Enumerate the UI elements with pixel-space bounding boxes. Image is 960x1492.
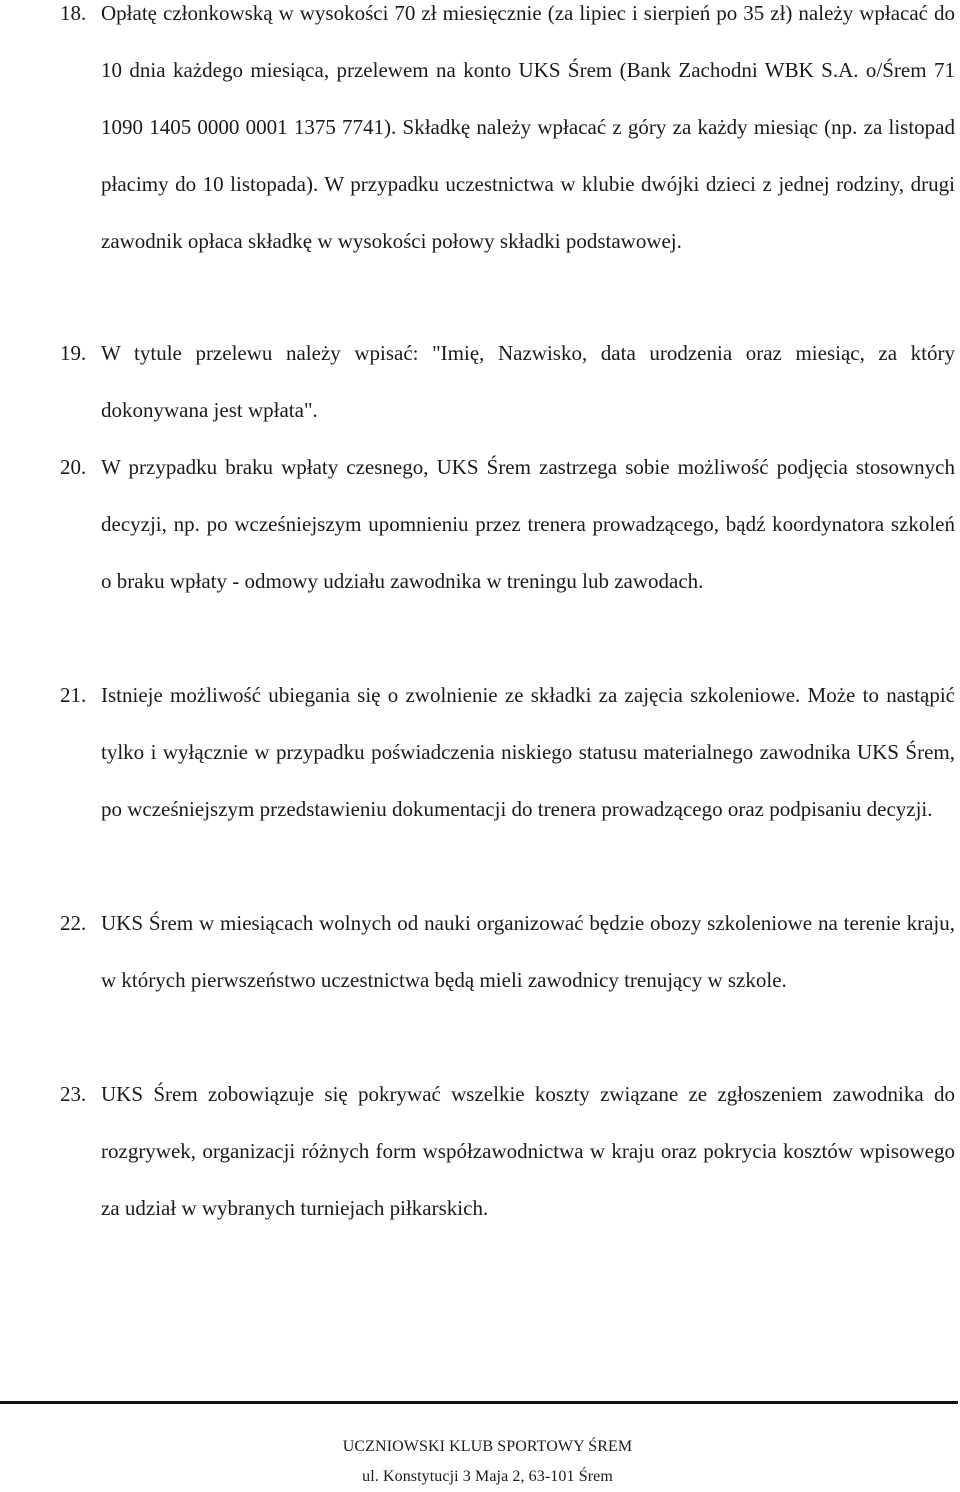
item-text: Opłatę członkowską w wysokości 70 zł miesięcznie (za lipiec i sierpień po 35 zł) należy wpłacać do 10 dnia każdego miesiąca, przelewem na konto UKS Śrem (Bank Zachodni WBK S.A. o/Śrem 71 1090 1405 0000 0001 1375 7741). Składkę należy wpłacać z góry za każdy miesiąc (np. za listopad płacimy do 10 listopada). W przypadku uczestnictwa w klubie dwójki dzieci z jednej rodziny, drugi zawodnik opłaca składkę w wysokości połowy składki podstawowej. [101,1,955,253]
item-text: W przypadku braku wpłaty czesnego, UKS Śrem zastrzega sobie możliwość podjęcia stosownych decyzji, np. po wcześniejszym upomnieniu przez trenera prowadzącego, bądź koordynatora szkoleń o braku wpłaty - odmowy udziału zawodnika w treningu lub zawodach. [101,455,955,593]
item-number: 18. [60,1,87,25]
item-number: 19. [60,341,87,365]
footer-divider [0,1401,958,1404]
item-number: 22. [60,911,87,935]
item-text: UKS Śrem zobowiązuje się pokrywać wszelkie koszty związane ze zgłoszeniem zawodnika do rozgrywek, organizacji różnych form współzawodnictwa w kraju oraz pokrycia kosztów wpisowego za udział w wybranych turniejach piłkarskich. [101,1082,955,1220]
item-number: 21. [60,683,87,707]
item-number: 20. [60,455,87,479]
footer-organization: UCZNIOWSKI KLUB SPORTOWY ŚREM [342,1438,633,1455]
item-text: Istnieje możliwość ubiegania się o zwolnienie ze składki za zajęcia szkoleniowe. Może to nastąpić tylko i wyłącznie w przypadku poświadczenia niskiego statusu materialnego zawodnika UKS Śrem, po wcześniejszym przedstawieniu dokumentacji do trenera prowadzącego oraz podpisaniu decyzji. [101,683,955,821]
item-text: UKS Śrem w miesiącach wolnych od nauki organizować będzie obozy szkoleniowe na terenie kraju, w których pierwszeństwo uczestnictwa będą mieli zawodnicy trenujący w szkole. [101,911,955,992]
item-text: W tytule przelewu należy wpisać: "Imię, Nazwisko, data urodzenia oraz miesiąc, za który dokonywana jest wpłata". [101,341,955,422]
footer-address: ul. Konstytucji 3 Maja 2, 63-101 Śrem [362,1468,613,1485]
item-number: 23. [60,1082,87,1106]
